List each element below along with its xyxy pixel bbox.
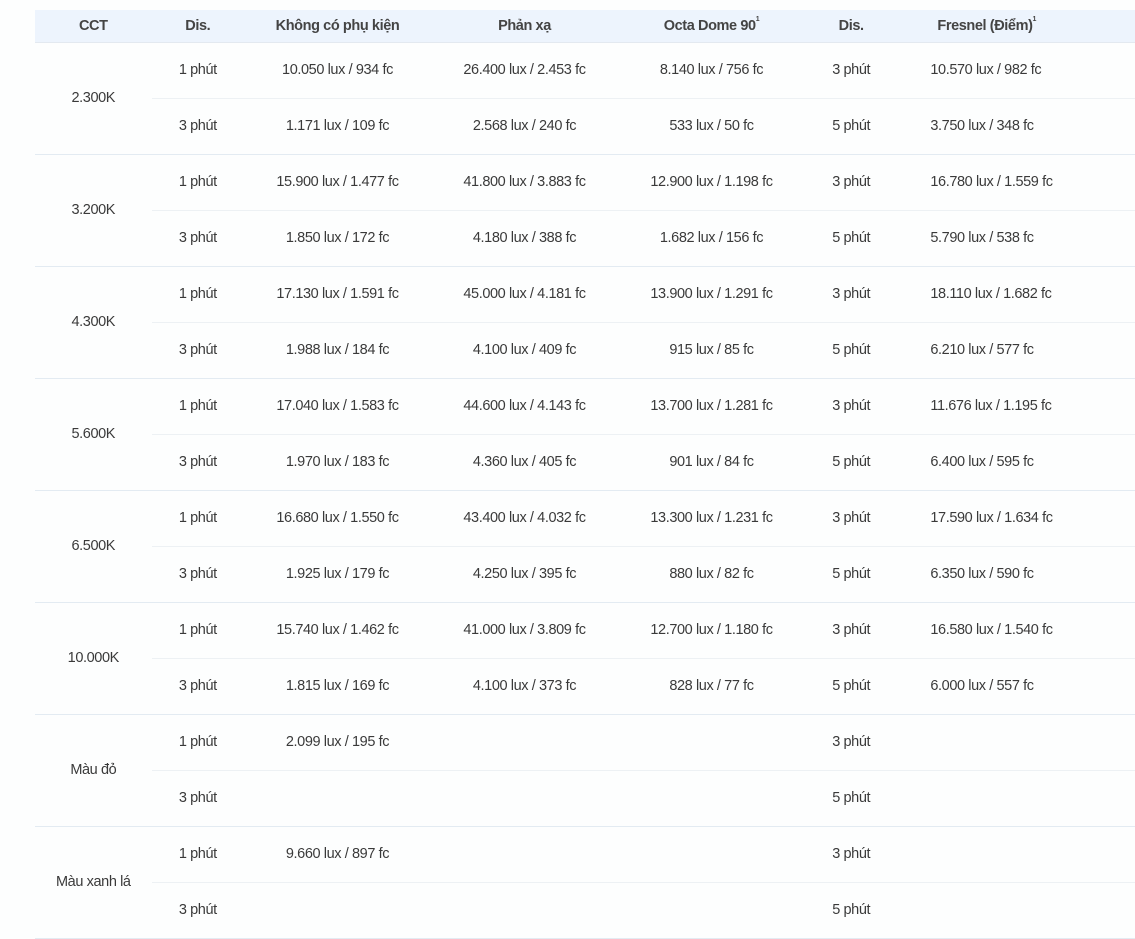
octa-dome-cell bbox=[618, 882, 805, 938]
cct-cell: 10.000K bbox=[35, 602, 152, 714]
fresnel-cell: 16.580 lux / 1.540 fc bbox=[897, 602, 1135, 658]
cct-cell: 5.600K bbox=[35, 378, 152, 490]
distance-1-cell: 3 phút bbox=[152, 770, 244, 826]
table-row bbox=[35, 154, 1135, 210]
no-accessory-cell: 1.815 lux / 169 fc bbox=[244, 658, 431, 714]
distance-2-cell: 5 phút bbox=[805, 434, 897, 490]
header-cct: CCT bbox=[35, 10, 152, 42]
cct-cell: 2.300K bbox=[35, 42, 152, 154]
fresnel-cell bbox=[897, 770, 1135, 826]
table-row bbox=[35, 602, 1135, 658]
distance-2-cell: 3 phút bbox=[805, 378, 897, 434]
distance-2-cell: 3 phút bbox=[805, 826, 897, 882]
no-accessory-cell bbox=[244, 770, 431, 826]
fresnel-cell: 17.590 lux / 1.634 fc bbox=[897, 490, 1135, 546]
octa-dome-cell: 12.700 lux / 1.180 fc bbox=[618, 602, 805, 658]
distance-2-cell: 5 phút bbox=[805, 546, 897, 602]
fresnel-cell: 11.676 lux / 1.195 fc bbox=[897, 378, 1135, 434]
reflector-cell: 41.800 lux / 3.883 fc bbox=[431, 154, 618, 210]
distance-2-cell: 3 phút bbox=[805, 154, 897, 210]
reflector-cell bbox=[431, 770, 618, 826]
fresnel-cell: 6.350 lux / 590 fc bbox=[897, 546, 1135, 602]
fresnel-cell bbox=[897, 714, 1135, 770]
distance-2-cell: 5 phút bbox=[805, 210, 897, 266]
table-row bbox=[35, 490, 1135, 546]
reflector-cell bbox=[431, 882, 618, 938]
distance-1-cell: 3 phút bbox=[152, 210, 244, 266]
table-row bbox=[35, 826, 1135, 882]
no-accessory-cell: 10.050 lux / 934 fc bbox=[244, 42, 431, 98]
octa-dome-cell: 533 lux / 50 fc bbox=[618, 98, 805, 154]
distance-2-cell: 3 phút bbox=[805, 714, 897, 770]
table-row bbox=[35, 266, 1135, 322]
no-accessory-cell: 1.925 lux / 179 fc bbox=[244, 546, 431, 602]
photometric-table-container[interactable] bbox=[35, 10, 1053, 935]
distance-1-cell: 1 phút bbox=[152, 490, 244, 546]
cct-cell: Màu xanh lá bbox=[35, 826, 152, 938]
table-row bbox=[35, 714, 1135, 770]
reflector-cell: 44.600 lux / 4.143 fc bbox=[431, 378, 618, 434]
no-accessory-cell: 1.850 lux / 172 fc bbox=[244, 210, 431, 266]
table-header bbox=[35, 10, 1135, 42]
cct-cell: 3.200K bbox=[35, 154, 152, 266]
fresnel-cell: 6.000 lux / 557 fc bbox=[897, 658, 1135, 714]
octa-dome-cell: 901 lux / 84 fc bbox=[618, 434, 805, 490]
distance-2-cell: 5 phút bbox=[805, 658, 897, 714]
no-accessory-cell: 17.130 lux / 1.591 fc bbox=[244, 266, 431, 322]
cct-cell: 6.500K bbox=[35, 490, 152, 602]
no-accessory-cell: 1.171 lux / 109 fc bbox=[244, 98, 431, 154]
no-accessory-cell: 15.900 lux / 1.477 fc bbox=[244, 154, 431, 210]
fresnel-cell: 5.790 lux / 538 fc bbox=[897, 210, 1135, 266]
octa-dome-cell: 828 lux / 77 fc bbox=[618, 658, 805, 714]
distance-1-cell: 3 phút bbox=[152, 658, 244, 714]
table-row bbox=[35, 882, 1135, 938]
table-row bbox=[35, 770, 1135, 826]
header-octa-dome bbox=[618, 10, 805, 42]
header-fresnel-label: Fresnel (Điểm) bbox=[937, 17, 1033, 34]
no-accessory-cell: 16.680 lux / 1.550 fc bbox=[244, 490, 431, 546]
reflector-cell: 26.400 lux / 2.453 fc bbox=[431, 42, 618, 98]
reflector-cell: 2.568 lux / 240 fc bbox=[431, 98, 618, 154]
reflector-cell: 45.000 lux / 4.181 fc bbox=[431, 266, 618, 322]
no-accessory-cell: 2.099 lux / 195 fc bbox=[244, 714, 431, 770]
distance-1-cell: 1 phút bbox=[152, 378, 244, 434]
distance-2-cell: 3 phút bbox=[805, 266, 897, 322]
fresnel-cell: 18.110 lux / 1.682 fc bbox=[897, 266, 1135, 322]
distance-1-cell: 1 phút bbox=[152, 266, 244, 322]
distance-1-cell: 3 phút bbox=[152, 434, 244, 490]
distance-2-cell: 5 phút bbox=[805, 322, 897, 378]
table-row bbox=[35, 434, 1135, 490]
distance-1-cell: 1 phút bbox=[152, 826, 244, 882]
no-accessory-cell: 1.970 lux / 183 fc bbox=[244, 434, 431, 490]
distance-1-cell: 1 phút bbox=[152, 714, 244, 770]
no-accessory-cell: 9.660 lux / 897 fc bbox=[244, 826, 431, 882]
octa-dome-cell: 13.700 lux / 1.281 fc bbox=[618, 378, 805, 434]
header-octa-dome-label: Octa Dome 90 bbox=[663, 17, 756, 34]
fresnel-cell: 10.570 lux / 982 fc bbox=[897, 42, 1135, 98]
no-accessory-cell bbox=[244, 882, 431, 938]
cct-cell: 4.300K bbox=[35, 266, 152, 378]
distance-1-cell: 3 phút bbox=[152, 98, 244, 154]
reflector-cell bbox=[431, 714, 618, 770]
no-accessory-cell: 15.740 lux / 1.462 fc bbox=[244, 602, 431, 658]
fresnel-cell: 3.750 lux / 348 fc bbox=[897, 98, 1135, 154]
distance-2-cell: 5 phút bbox=[805, 98, 897, 154]
photometric-table bbox=[35, 10, 1135, 939]
table-row bbox=[35, 42, 1135, 98]
distance-2-cell: 5 phút bbox=[805, 882, 897, 938]
octa-dome-cell: 13.900 lux / 1.291 fc bbox=[618, 266, 805, 322]
table-row bbox=[35, 98, 1135, 154]
distance-1-cell: 1 phút bbox=[152, 154, 244, 210]
header-row bbox=[35, 10, 1135, 42]
reflector-cell: 4.100 lux / 373 fc bbox=[431, 658, 618, 714]
octa-dome-cell bbox=[618, 770, 805, 826]
fresnel-cell: 16.780 lux / 1.559 fc bbox=[897, 154, 1135, 210]
octa-dome-cell: 1.682 lux / 156 fc bbox=[618, 210, 805, 266]
distance-1-cell: 1 phút bbox=[152, 42, 244, 98]
table-row bbox=[35, 546, 1135, 602]
reflector-cell: 43.400 lux / 4.032 fc bbox=[431, 490, 618, 546]
header-octa-dome-footnote: 1 bbox=[755, 15, 760, 23]
distance-2-cell: 5 phút bbox=[805, 770, 897, 826]
distance-2-cell: 3 phút bbox=[805, 490, 897, 546]
reflector-cell: 4.180 lux / 388 fc bbox=[431, 210, 618, 266]
reflector-cell: 4.250 lux / 395 fc bbox=[431, 546, 618, 602]
table-row bbox=[35, 378, 1135, 434]
octa-dome-cell: 880 lux / 82 fc bbox=[618, 546, 805, 602]
cct-cell: Màu đỏ bbox=[35, 714, 152, 826]
octa-dome-cell: 915 lux / 85 fc bbox=[618, 322, 805, 378]
distance-2-cell: 3 phút bbox=[805, 602, 897, 658]
header-fresnel bbox=[897, 10, 1135, 42]
octa-dome-cell bbox=[618, 714, 805, 770]
header-distance-2: Dis. bbox=[805, 10, 897, 42]
fresnel-cell bbox=[897, 882, 1135, 938]
fresnel-cell bbox=[897, 826, 1135, 882]
fresnel-cell: 6.210 lux / 577 fc bbox=[897, 322, 1135, 378]
octa-dome-cell bbox=[618, 826, 805, 882]
header-distance-1: Dis. bbox=[152, 10, 244, 42]
no-accessory-cell: 1.988 lux / 184 fc bbox=[244, 322, 431, 378]
reflector-cell: 41.000 lux / 3.809 fc bbox=[431, 602, 618, 658]
no-accessory-cell: 17.040 lux / 1.583 fc bbox=[244, 378, 431, 434]
table-row bbox=[35, 210, 1135, 266]
octa-dome-cell: 8.140 lux / 756 fc bbox=[618, 42, 805, 98]
header-reflector: Phản xạ bbox=[431, 10, 618, 42]
reflector-cell: 4.100 lux / 409 fc bbox=[431, 322, 618, 378]
reflector-cell bbox=[431, 826, 618, 882]
fresnel-cell: 6.400 lux / 595 fc bbox=[897, 434, 1135, 490]
octa-dome-cell: 13.300 lux / 1.231 fc bbox=[618, 490, 805, 546]
header-no-accessory: Không có phụ kiện bbox=[244, 10, 431, 42]
distance-1-cell: 3 phút bbox=[152, 882, 244, 938]
distance-1-cell: 3 phút bbox=[152, 322, 244, 378]
reflector-cell: 4.360 lux / 405 fc bbox=[431, 434, 618, 490]
distance-1-cell: 1 phút bbox=[152, 602, 244, 658]
header-fresnel-footnote: 1 bbox=[1032, 15, 1036, 23]
table-row bbox=[35, 658, 1135, 714]
distance-2-cell: 3 phút bbox=[805, 42, 897, 98]
table-body bbox=[35, 42, 1135, 938]
distance-1-cell: 3 phút bbox=[152, 546, 244, 602]
octa-dome-cell: 12.900 lux / 1.198 fc bbox=[618, 154, 805, 210]
table-row bbox=[35, 322, 1135, 378]
